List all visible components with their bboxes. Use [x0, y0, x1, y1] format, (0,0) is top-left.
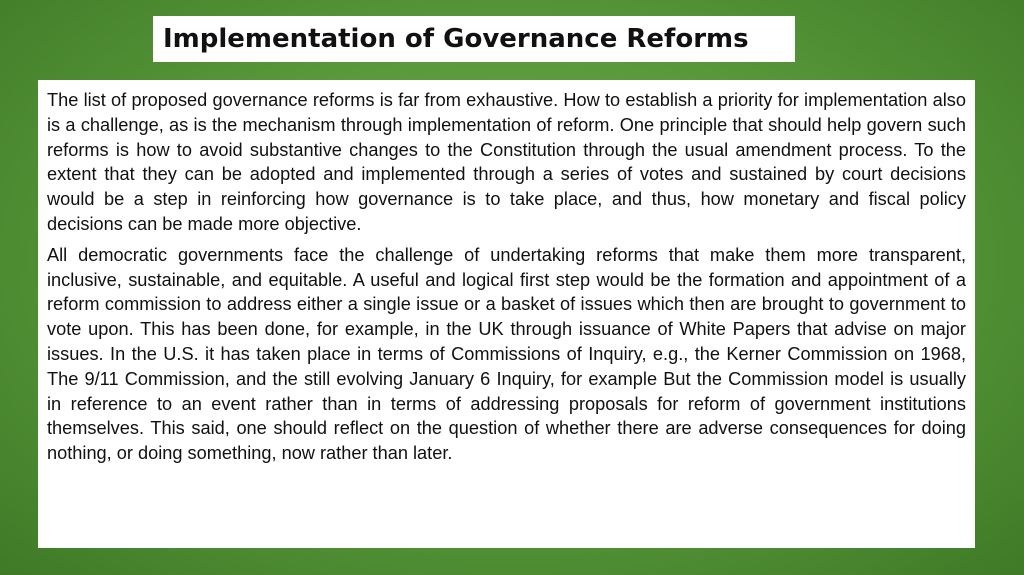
title-box: [153, 16, 795, 62]
paragraph-commissions: All democratic governments face the challenge of undertaking reforms that make them more transparent, inclusive, sustainable, and equitable. A useful and logical first step would be the formation and appointment of a reform commission to address either a single issue or a basket of issues which then are brought to government to vote upon. This has been done, for example, in the UK through issuance of White Papers that advise on major issues. In the U.S. it has taken place in terms of Commissions of Inquiry, e.g., the Kerner Commission on 1968, The 9/11 Commission, and the still evolving January 6 Inquiry, for example But the Commission model is usually in reference to an event rather than in terms of addressing proposals for reform of government institutions themselves. This said, one should reflect on the question of whether there are adverse consequences for doing nothing, or doing something, now rather than later.: [47, 244, 966, 464]
paragraph-priority: The list of proposed governance reforms is far from exhaustive. How to establish a priority for implementation also is a challenge, as is the mechanism through implementation of reform. One principle that should help govern such reforms is how to avoid substantive changes to the Constitution through the usual amendment process. To the extent that they can be adopted and implemented through a series of votes and sustained by court decisions would be a step in reinforcing how governance is to take place, and thus, how monetary and fiscal policy decisions can be made more objective.: [47, 90, 966, 234]
content-box: [38, 80, 975, 548]
slide-title: Implementation of Governance Reforms: [163, 24, 749, 54]
